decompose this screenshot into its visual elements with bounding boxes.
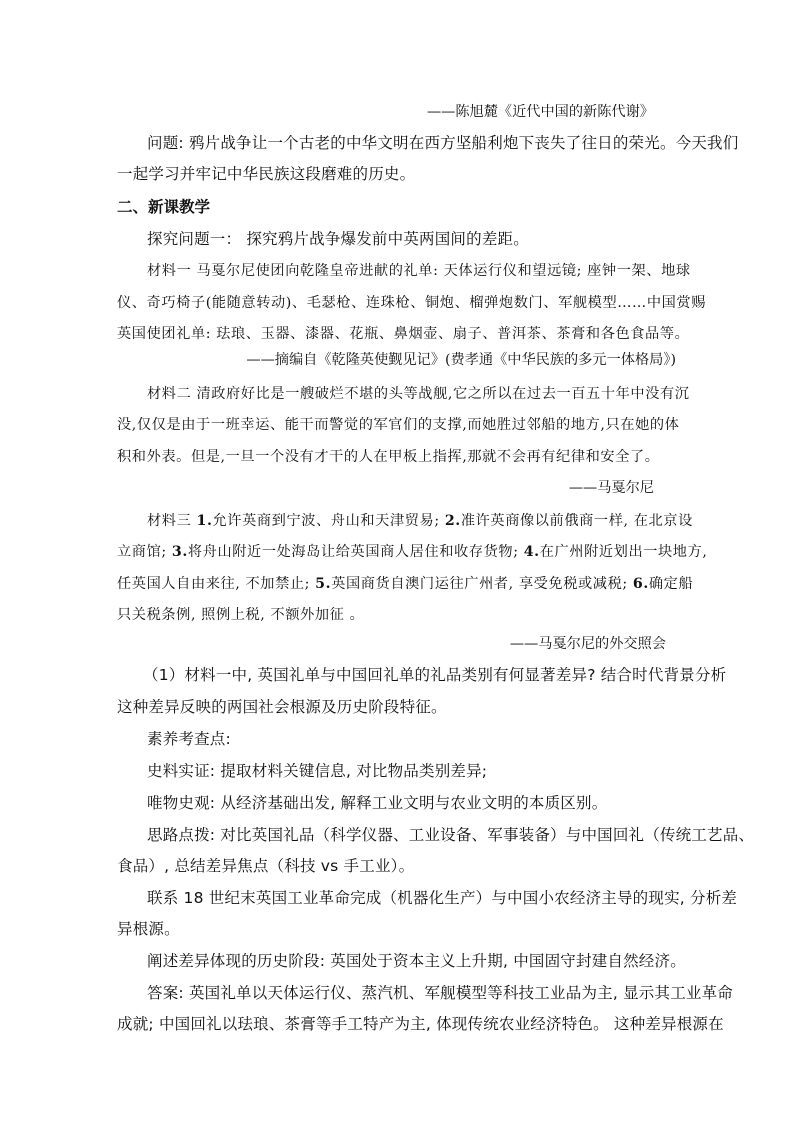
item-number-2: 2. xyxy=(444,513,461,529)
item-number-4: 4. xyxy=(523,544,540,560)
material2-line3: 积和外表。但是,一旦一个没有才干的人在甲板上指挥,那就不会再有纪律和安全了。 xyxy=(117,449,660,465)
hint-line2: 食品）, 总结差异焦点（科技 vs 手工业）。 xyxy=(117,857,415,875)
material3-source: ——马戛尔尼的外交照会 xyxy=(509,636,666,652)
material3-item6: 确定船 xyxy=(648,576,694,592)
stage-line: 阐述差异体现的历史阶段: 英国处于资本主义上升期, 中国固守封建自然经济。 xyxy=(147,952,686,970)
inquiry-title: 探究问题一： 探究鸦片战争爆发前中英两国间的差距。 xyxy=(147,230,529,248)
answer-line2: 成就; 中国回礼以珐琅、茶膏等手工特产为主, 体现传统农业经济特色。 这种差异根源在 xyxy=(117,1015,724,1033)
material3-line3 xyxy=(117,574,693,594)
quote-source: ——陈旭麓《近代中国的新陈代谢》 xyxy=(426,104,654,120)
literacy-item2: 唯物史观: 从经济基础出发, 解释工业文明与农业文明的本质区别。 xyxy=(147,794,608,812)
material3-item4-end: 任英国人自由来往, 不加禁止; xyxy=(117,576,316,592)
hint-line1: 思路点拨: 对比英国礼品（科学仪器、工业设备、军事装备）与中国回礼（传统工艺品、 xyxy=(147,826,755,844)
material3-item2-end: 立商馆; xyxy=(117,544,172,560)
literacy-item1: 史料实证: 提取材料关键信息, 对比物品类别差异; xyxy=(147,762,488,780)
question1-line1: （1）材料一中, 英国礼单与中国回礼单的礼品类别有何显著差异? 结合时代背景分析 xyxy=(143,666,727,684)
material3-item5: 英国商货自澳门运往广州者, 享受免税或减税; xyxy=(331,576,633,592)
question1-line2: 这种差异反映的两国社会根源及历史阶段特征。 xyxy=(117,698,447,716)
link-line1: 联系 18 世纪末英国工业革命完成（机器化生产）与中国小农经济主导的现实, 分析差 xyxy=(147,889,738,907)
literacy-title: 素养考查点: xyxy=(147,730,231,748)
material3-item1: 允许英商到宁波、舟山和天津贸易; xyxy=(212,513,445,529)
material1-line2: 仪、奇巧椅子(能随意转动)、毛瑟枪、连珠枪、铜炮、榴弹炮数门、军舰模型……中国赏赐 xyxy=(117,295,706,311)
material1-source: ——摘编自《乾隆英使觐见记》(费孝通《中华民族的多元一体格局》) xyxy=(246,352,676,368)
material3-line2 xyxy=(117,542,708,562)
material2-line1: 材料二 清政府好比是一艘破烂不堪的头等战舰,它之所以在过去一百五十年中没有沉 xyxy=(147,386,690,402)
material3-label: 材料三 xyxy=(147,513,197,529)
item-number-1: 1. xyxy=(196,513,213,529)
item-number-5: 5. xyxy=(315,576,332,592)
material3-item4: 在广州附近划出一块地方, xyxy=(539,544,708,560)
link-line2: 异根源。 xyxy=(117,920,180,938)
item-number-6: 6. xyxy=(632,576,649,592)
question-intro-line2: 一起学习并牢记中华民族这段磨难的历史。 xyxy=(117,165,416,183)
material2-source: ——马戛尔尼 xyxy=(568,480,654,496)
material3-line1 xyxy=(147,511,693,531)
section-title: 二、新课教学 xyxy=(117,198,211,216)
material1-line1: 材料一 马戛尔尼使团向乾隆皇帝进献的礼单: 天体运行仪和望远镜; 座钟一架、地球 xyxy=(147,263,691,279)
question-intro-line1: 问题: 鸦片战争让一个古老的中华文明在西方坚船利炮下丧失了往日的荣光。今天我们 xyxy=(147,134,739,152)
material3-line4: 只关税条例, 照例上税, 不额外加征 。 xyxy=(117,607,365,623)
material1-line3: 英国使团礼单: 珐琅、玉器、漆器、花瓶、鼻烟壶、扇子、普洱茶、茶膏和各色食品等。 xyxy=(117,326,690,342)
item-number-3: 3. xyxy=(171,544,188,560)
answer-line1: 答案: 英国礼单以天体运行仪、蒸汽机、军舰模型等科技工业品为主, 显示其工业革命 xyxy=(147,984,734,1002)
material3-item3: 将舟山附近一处海岛让给英国商人居住和收存货物; xyxy=(187,544,524,560)
material2-line2: 没,仅仅是由于一班幸运、能干而警觉的军官们的支撑,而她胜过邻船的地方,只在她的体 xyxy=(117,417,680,433)
material3-item2: 准许英商像以前俄商一样, 在北京设 xyxy=(460,513,693,529)
